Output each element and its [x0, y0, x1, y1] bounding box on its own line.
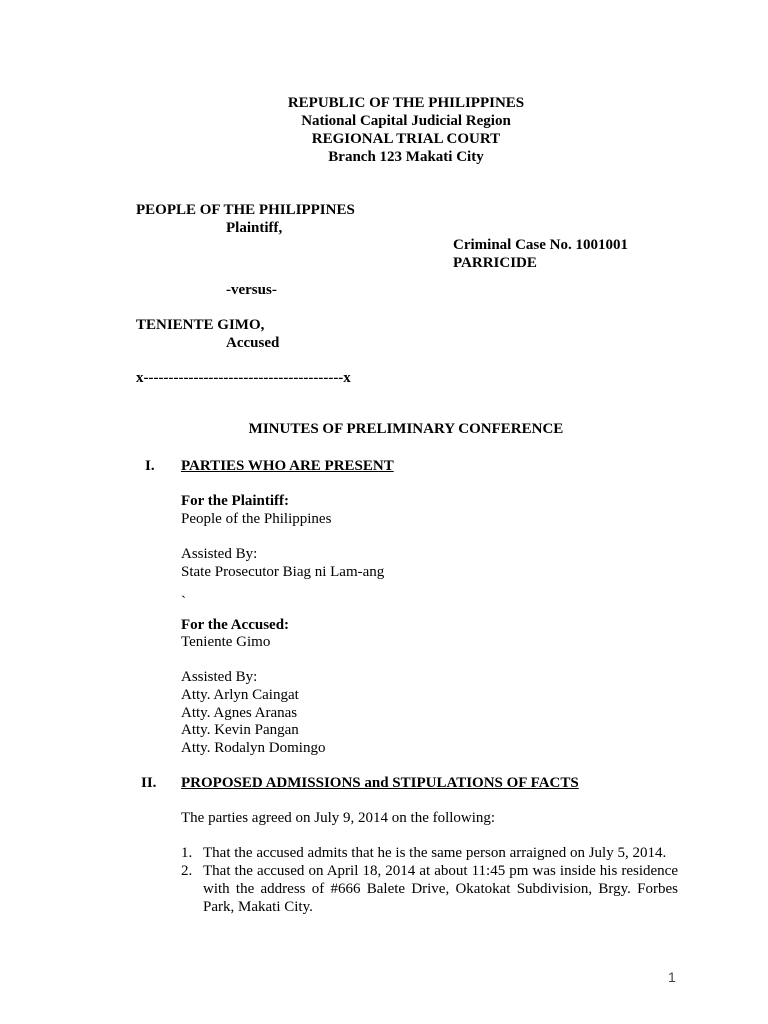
list-item — [181, 862, 678, 916]
stray-mark: ` — [181, 594, 186, 610]
accused-counsel-2: Atty. Agnes Aranas — [181, 705, 298, 721]
versus-label: -versus- — [226, 282, 277, 298]
case-number: Criminal Case No. 1001001 — [453, 237, 628, 253]
list-item-number: 2. — [181, 863, 193, 879]
document-title: MINUTES OF PRELIMINARY CONFERENCE — [248, 421, 564, 437]
page-number: 1 — [668, 969, 676, 985]
plaintiff-name: PEOPLE OF THE PHILIPPINES — [136, 202, 355, 218]
accused-counsel-1: Atty. Arlyn Caingat — [181, 687, 299, 703]
plaintiff-role: Plaintiff, — [226, 220, 283, 236]
accused-party: Teniente Gimo — [181, 634, 271, 650]
caption-divider: x----------------------------------------x — [136, 370, 351, 386]
list-item-number: 1. — [181, 845, 193, 861]
plaintiff-counsel: State Prosecutor Biag ni Lam-ang — [181, 564, 385, 580]
header-republic: REPUBLIC OF THE PHILIPPINES — [287, 95, 525, 111]
accused-counsel-4: Atty. Rodalyn Domingo — [181, 740, 326, 756]
header-court: REGIONAL TRIAL COURT — [311, 131, 501, 147]
accused-label: For the Accused: — [181, 617, 290, 633]
section-2-number: II. — [141, 775, 157, 791]
section-2-heading: PROPOSED ADMISSIONS and STIPULATIONS OF FACTS — [181, 775, 579, 791]
list-item-text: That the accused on April 18, 2014 at about 11:45 pm was inside his residence with the address of #666 Balete Drive, Okatokat Subdivision, Brgy. Forbes Park, Makati City. — [203, 863, 678, 915]
offense: PARRICIDE — [453, 255, 537, 271]
accused-name: TENIENTE GIMO, — [136, 317, 265, 333]
section-1-heading: PARTIES WHO ARE PRESENT — [181, 458, 394, 474]
plaintiff-label: For the Plaintiff: — [181, 493, 290, 509]
header-branch: Branch 123 Makati City — [328, 149, 484, 165]
plaintiff-party: People of the Philippines — [181, 511, 332, 527]
list-item — [181, 844, 678, 862]
section-2-intro: The parties agreed on July 9, 2014 on the following: — [181, 810, 496, 826]
accused-role: Accused — [226, 335, 280, 351]
court-header — [0, 94, 768, 166]
header-region: National Capital Judicial Region — [301, 113, 511, 129]
accused-assisted-label: Assisted By: — [181, 669, 258, 685]
plaintiff-assisted-label: Assisted By: — [181, 546, 258, 562]
stipulations-list — [181, 844, 678, 916]
list-item-text: That the accused admits that he is the same person arraigned on July 5, 2014. — [203, 845, 667, 861]
accused-counsel-3: Atty. Kevin Pangan — [181, 722, 299, 738]
section-1-number: I. — [145, 458, 155, 474]
